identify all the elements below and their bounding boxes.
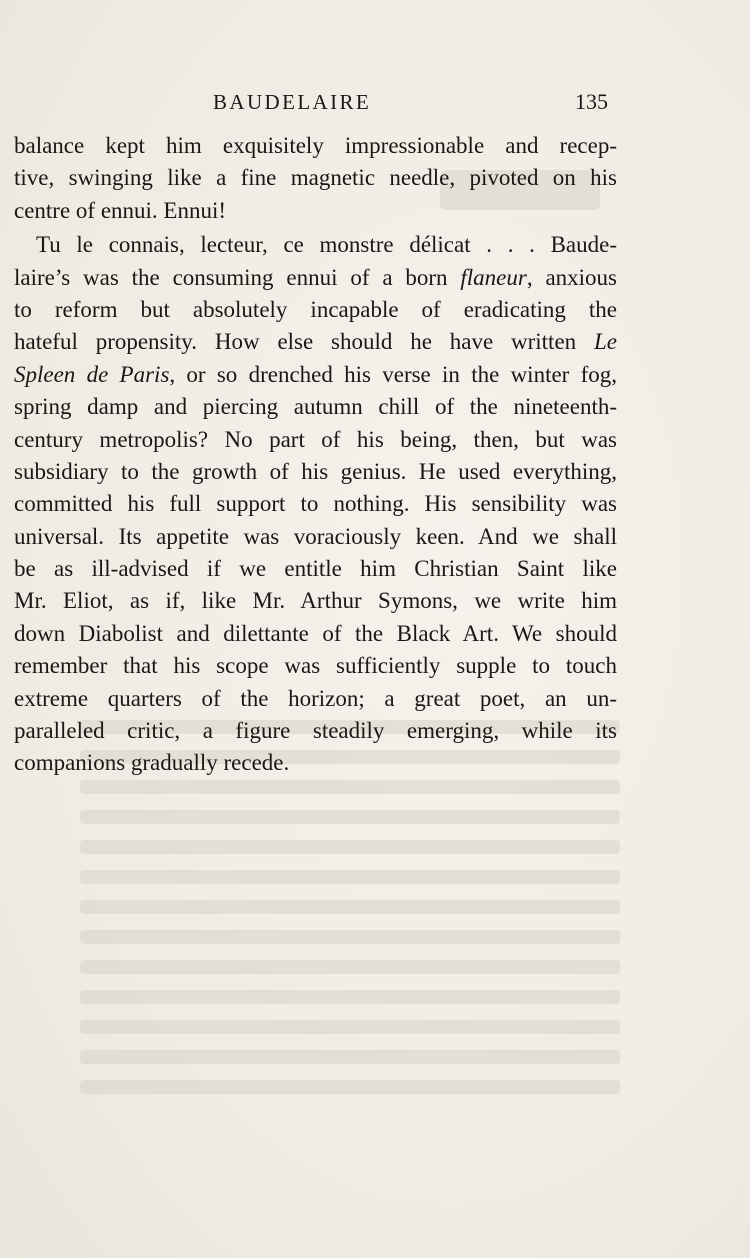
body-text [14,130,617,780]
text-line: balance kept him exquisitely impressionable and recep- [14,133,617,158]
text-line: universal. Its appetite was voraciously keen. And we shall [14,523,617,549]
text-line: committed his full support to nothing. His sensibility was [14,491,617,517]
running-head [0,86,750,118]
text-line: remember that his scope was sufficiently supple to touch [14,653,617,679]
paragraph [14,229,617,780]
text-line: paralleled critic, a figure steadily emerging, while its [14,718,617,744]
text-line: be as ill-advised if we entitle him Christian Saint like [14,556,617,582]
italic-title: Spleen de Paris [14,361,170,387]
text-line: laire’s was the consuming ennui of a born flaneur, anxious [14,264,617,290]
text-line: companions gradually recede. [14,750,290,776]
text-line: to reform but absolutely incapable of eradicating the [14,296,617,322]
italic-word: Le [594,329,617,355]
italic-word: flaneur [460,264,527,290]
text-line: Tu le connais, lecteur, ce monstre délicat . . . Baude- [36,232,617,258]
running-head-title: BAUDELAIRE [213,90,372,114]
text-line: subsidiary to the growth of his genius. He used everything, [14,458,617,484]
text-line: extreme quarters of the horizon; a great poet, an un- [14,685,617,711]
text-line: down Diabolist and dilettante of the Black Art. We should [14,620,617,646]
text-line: tive, swinging like a fine magnetic needle, pivoted on his [14,165,617,191]
text-line: spring damp and piercing autumn chill of the nineteenth- [14,394,617,420]
text-line: hateful propensity. How else should he have written Le [14,329,617,355]
text-line: century metropolis? No part of his being, then, but was [14,426,617,452]
page-number: 135 [575,89,608,114]
text-line: Mr. Eliot, as if, like Mr. Arthur Symons, we write him [14,588,617,614]
text-line: Spleen de Paris, or so drenched his verse in the winter fog, [14,361,618,387]
paragraph [14,130,617,227]
text-line: centre of ennui. Ennui! [14,197,227,223]
